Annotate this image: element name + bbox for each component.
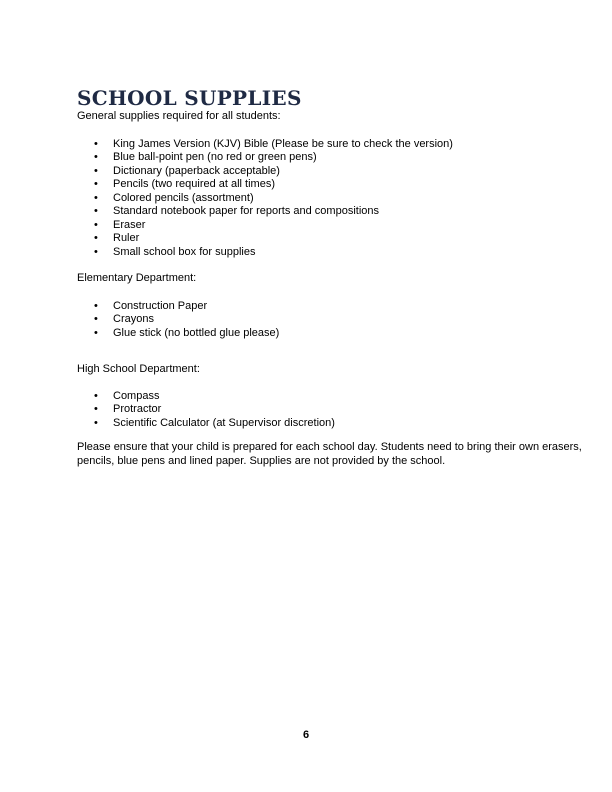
elementary-supplies-list xyxy=(77,300,597,341)
list-item: • King James Version (KJV) Bible (Please be sure to check the version) xyxy=(77,138,597,152)
list-item: • Small school box for supplies xyxy=(77,246,597,260)
list-item: • Crayons xyxy=(77,313,597,327)
closing-note: Please ensure that your child is prepared for each school day. Students need to bring their own erasers, pencils, blue pens and lined paper. Supplies are not provided by the school. xyxy=(77,441,582,467)
document-body xyxy=(77,110,597,468)
list-item: • Ruler xyxy=(77,232,597,246)
general-supplies-list xyxy=(77,138,597,260)
list-item: • Blue ball-point pen (no red or green pens) xyxy=(77,151,597,165)
page-title: SCHOOL SUPPLIES xyxy=(77,86,302,110)
list-item: • Dictionary (paperback acceptable) xyxy=(77,165,597,179)
general-supplies-intro: General supplies required for all students: xyxy=(77,110,281,122)
list-item: • Eraser xyxy=(77,219,597,233)
page-number: 6 xyxy=(302,729,310,741)
list-item: • Protractor xyxy=(77,403,597,417)
list-item: • Colored pencils (assortment) xyxy=(77,192,597,206)
list-item: • Pencils (two required at all times) xyxy=(77,178,597,192)
list-item: • Glue stick (no bottled glue please) xyxy=(77,327,597,341)
list-item: • Compass xyxy=(77,390,597,404)
high-school-supplies-list xyxy=(77,390,597,431)
list-item: • Scientific Calculator (at Supervisor discretion) xyxy=(77,417,597,431)
high-school-department-heading: High School Department: xyxy=(77,363,200,375)
list-item: • Standard notebook paper for reports and compositions xyxy=(77,205,597,219)
elementary-department-heading: Elementary Department: xyxy=(77,272,197,284)
list-item: • Construction Paper xyxy=(77,300,597,314)
